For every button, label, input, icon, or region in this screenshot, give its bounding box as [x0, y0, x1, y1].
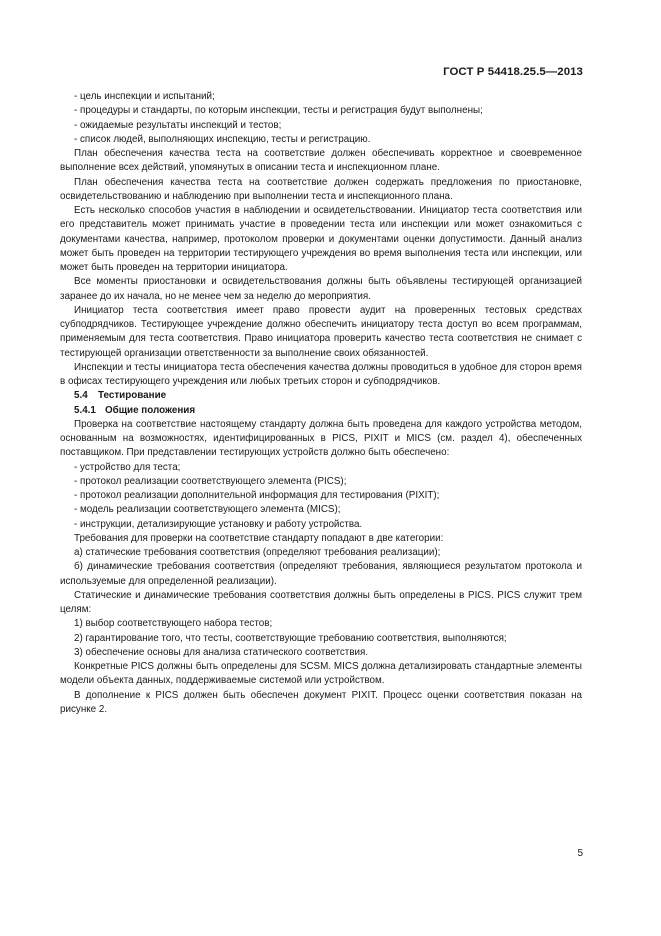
- paragraph: Все моменты приостановки и освидетельствования должны быть объявлены тестирующей организацией заранее до их начала, но не менее чем за неделю до мероприятия.: [60, 276, 582, 302]
- subsection-number: 5.4.1: [74, 404, 96, 416]
- list-item: - процедуры и стандарты, по которым инспекции, тесты и регистрация будут выполнены;: [74, 105, 483, 117]
- paragraph: а) статические требования соответствия (определяют требования реализации);: [74, 547, 441, 558]
- section-heading: [60, 389, 582, 403]
- paragraph: Инспекции и тесты инициатора теста обеспечения качества должны проводиться в удобное для сторон время в офисах тестирующего учреждения или любых третьих сторон и субподрядчиков.: [60, 361, 582, 387]
- list-item: - модель реализации соответствующего элемента (MICS);: [74, 504, 341, 516]
- list-item: - устройство для теста;: [74, 461, 181, 473]
- list-item: - протокол реализации дополнительной информация для тестирования (PIXIT);: [74, 490, 440, 501]
- list-item: - ожидаемые результаты инспекций и тестов;: [74, 119, 282, 131]
- subsection-title: Общие положения: [105, 404, 196, 416]
- paragraph: Конкретные PICS должны быть определены для SCSM. MICS должна детализировать стандартные элементы модели объекта данных, поддерживаемые системой или устройством.: [60, 661, 582, 687]
- section-title: Тестирование: [98, 390, 167, 402]
- list-item: - инструкции, детализирующие установку и работу устройства.: [74, 518, 363, 530]
- list-item: - цель инспекции и испытаний;: [74, 91, 215, 102]
- document-code-header: ГОСТ Р 54418.25.5—2013: [443, 66, 583, 78]
- paragraph: Инициатор теста соответствия имеет право провести аудит на проверенных тестовых средствах субподрядчиков. Тестирующее учреждение должно обеспечить инициатору теста доступ во всем программам, применяемым для теста соответствия. Право инициатора проверить качество теста соответствия не снимает с тестирующей организации ответственности за выполнение своих обязанностей.: [60, 304, 582, 359]
- paragraph: В дополнение к PICS должен быть обеспечен документ PIXIT. Процесс оценки соответствия показан на рисунке 2.: [60, 689, 582, 715]
- document-body: [60, 90, 582, 717]
- paragraph: Статические и динамические требования соответствия должны быть определены в PICS. PICS служит трем целям:: [60, 589, 582, 615]
- paragraph: Требования для проверки на соответствие стандарту попадают в две категории:: [74, 532, 444, 544]
- paragraph: План обеспечения качества теста на соответствие должен содержать предложения по приостановке, освидетельствованию и наблюдению при выполнении теста и инспекционного плана.: [60, 176, 582, 202]
- numbered-item: 3) обеспечение основы для анализа статического соответствия.: [74, 646, 369, 658]
- section-number: 5.4: [74, 390, 88, 402]
- paragraph: Проверка на соответствие настоящему стандарту должна быть проведена для каждого устройства методом, основанным на возможностях, идентифицированных в PICS, PIXIT и MICS (см. раздел 4), обеспеченных поставщиком. При представлении тестирующих устройств должно быть обеспечено:: [60, 418, 582, 459]
- subsection-heading: [60, 404, 582, 418]
- page-number: 5: [577, 848, 583, 859]
- numbered-item: 2) гарантирование того, что тесты, соответствующие требованию соответствия, выполняются;: [74, 632, 507, 644]
- list-item: - список людей, выполняющих инспекцию, тесты и регистрацию.: [74, 133, 371, 145]
- paragraph: Есть несколько способов участия в наблюдении и освидетельствовании. Инициатор теста соответствия или его представитель может принимать участие в проведении теста или инспекции или может ознакомиться с документами качества, например, протоколом проверки и документами оценки допустимости. Данный анализ может быть проведен на территории тестирующего учреждения во время выполнения теста или инспекции, или может быть проведен на территории инициатора.: [60, 205, 582, 273]
- paragraph: б) динамические требования соответствия (определяют требования, являющиеся результатом протокола и используемые для определенной реализации).: [60, 561, 582, 587]
- list-item: - протокол реализации соответствующего элемента (PICS);: [74, 475, 347, 487]
- numbered-item: 1) выбор соответствующего набора тестов;: [74, 618, 273, 630]
- paragraph: План обеспечения качества теста на соответствие должен обеспечивать корректное и своевременное выполнение всех действий, упомянутых в описании теста и инспекционном плане.: [60, 148, 582, 174]
